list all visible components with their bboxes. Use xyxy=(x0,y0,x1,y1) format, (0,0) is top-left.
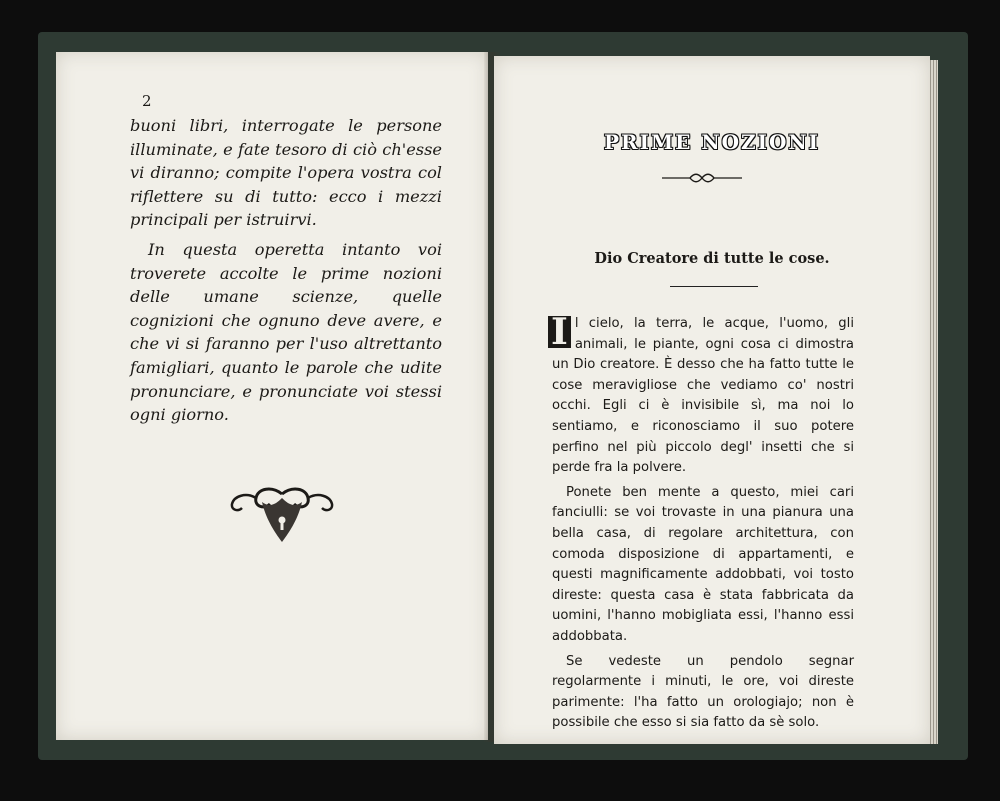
right-paragraph-3: Se vedeste un pendolo segnar regolarmente i minuti, le ore, voi direste parimente: l'ha fatto un orologiajo; non è possibile che esso si sia fatto da sè solo. xyxy=(552,653,854,731)
page-number: 2 xyxy=(142,92,152,110)
decorative-ornament-icon xyxy=(228,484,336,546)
chapter-title: PRIME NOZIONI xyxy=(603,130,821,154)
left-page-text xyxy=(130,114,442,427)
left-page xyxy=(56,52,488,740)
section-rule xyxy=(670,286,758,287)
left-paragraph-2: In questa operetta intanto voi troverete accolte le prime nozioni delle umane scienze, quelle cognizioni che ognuno deve avere, e che vi si faranno per l'uso altrettanto famigliari, quanto le parole che udite pronunciare, e pronunciate voi stessi ogni giorno. xyxy=(130,239,442,425)
section-subtitle: Dio Creatore di tutte le cose. xyxy=(594,250,830,267)
right-paragraph-2: Ponete ben mente a questo, miei cari fanciulli: se voi trovaste in una pianura una bella casa, di regolare architettura, con comoda disposizione di appartamenti, e questi magnificamente addobbati, voi tosto direste: questa casa è stata fabbricata da uomini, l'hanno mobigliata essi, l'hanno essi addobbata. xyxy=(552,484,854,644)
right-paragraph-1-body: l cielo, la terra, le acque, l'uomo, gli animali, le piante, ogni cosa ci dimostra un Dio creatore. È desso che ha fatto tutte le cose meravigliose che vediamo co' nostri occhi. Egli ci è invisibile sì, ma noi lo sentiamo, e riconosciamo il suo potere perfino nel più piccolo degl' insetti che si perde fra la polvere. xyxy=(552,316,854,476)
left-paragraph-1: buoni libri, interrogate le persone illuminate, e fate tesoro di ciò ch'esse vi diranno; compite l'opera vostra col riflettere su di tutto: ecco i mezzi principali per istruirvi. xyxy=(130,116,442,230)
flourish-divider-icon xyxy=(662,172,742,184)
right-page xyxy=(494,56,930,744)
drop-cap: I xyxy=(548,316,571,348)
right-paragraph-1 xyxy=(551,311,854,479)
right-page-text xyxy=(551,311,854,734)
